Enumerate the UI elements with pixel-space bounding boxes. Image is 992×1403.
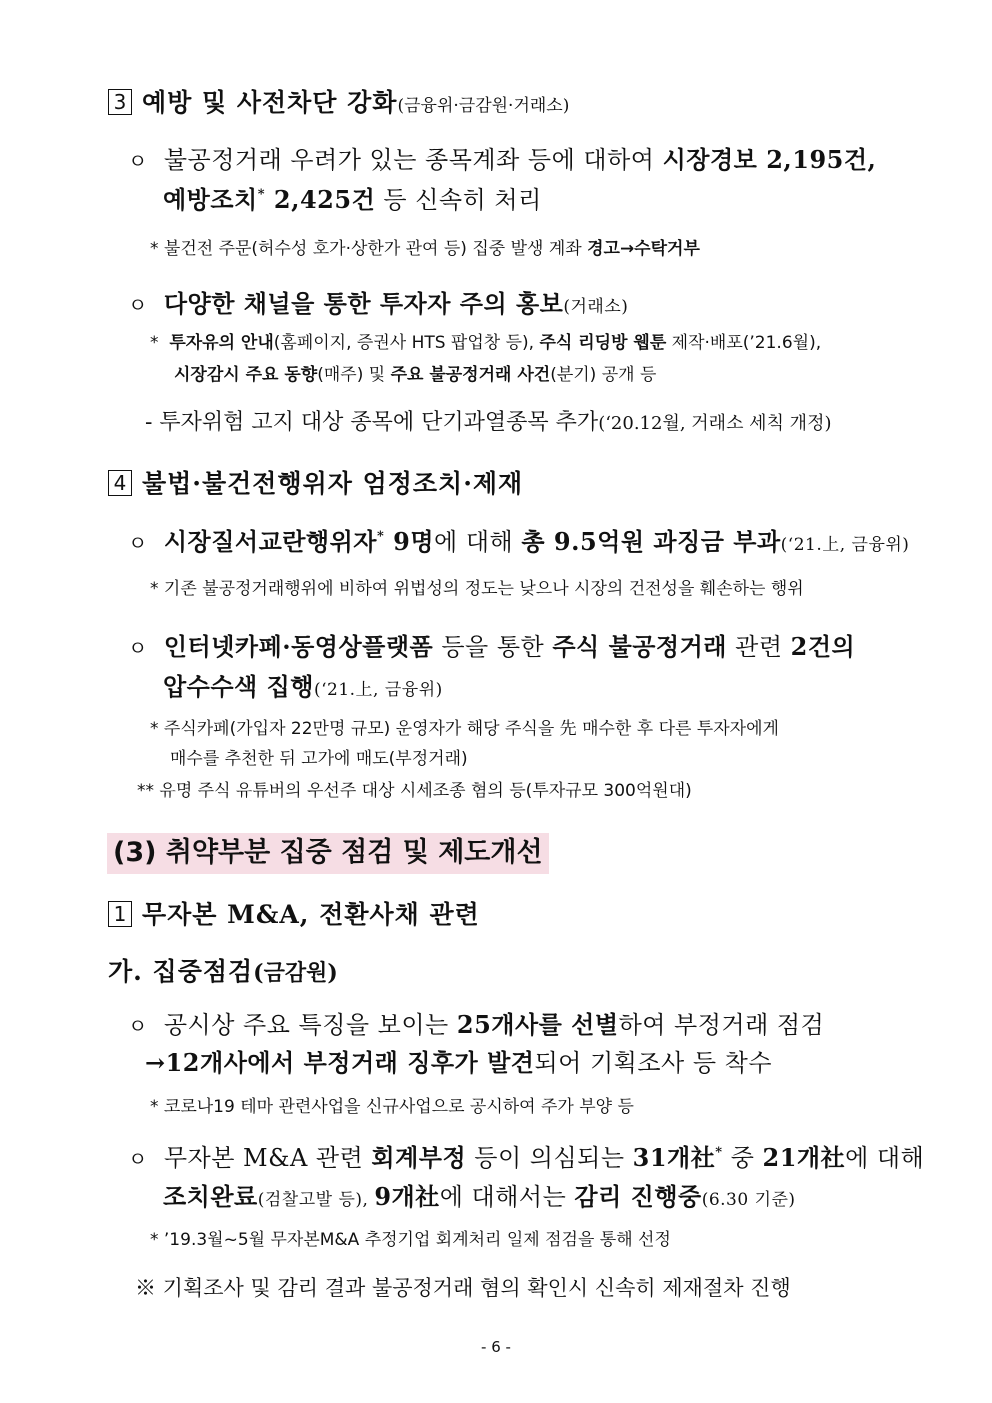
footnote-covid-theme: * 코로나19 테마 관련사업을 신규사업으로 공시하여 주가 부양 등 [150,1097,634,1117]
subheading-intensive-inspection: 가. 집중점검(금감원) [108,957,338,986]
part-3-heading [107,830,549,869]
bullet-penalty: ㅇ 시장질서교란행위자* 9명에 대해 총 9.5억원 과징금 부과(‘21.上, 금융위) [128,527,910,556]
section-number-box: 1 [108,901,132,927]
bullet-investor-alert: ㅇ 다양한 채널을 통한 투자자 주의 홍보(거래소) [128,289,629,318]
bullet-marker: ㅇ [128,636,148,660]
section-agencies: (금융위·금감원·거래소) [397,96,570,116]
dash-item-short-term-overheating: - 투자위험 고지 대상 종목에 단기과열종목 추가(‘20.12월, 거래소 세칙 개정) [145,410,832,435]
footnote-suspicious-orders: * 불건전 주문(허수성 호가·상한가 관여 등) 집중 발생 계좌 경고→수탁거부 [150,239,700,259]
section-title: 예방 및 사전차단 강화 [142,88,398,117]
bullet-accounting-fraud-cont: 조치완료(검찰고발 등), 9개社에 대해서는 감리 진행중(6.30 기준) [163,1182,796,1211]
section-title: 불법·불건전행위자 엄정조치·제재 [142,469,524,498]
section-3-heading [108,83,569,119]
footnote-market-disruption: * 기존 불공정거래행위에 비하여 위법성의 정도는 낮으나 시장의 건전성을 훼손하는 행위 [150,579,804,599]
bullet-25-companies-cont: →12개사에서 부정거래 징후가 발견되어 기획조사 등 착수 [145,1048,773,1077]
bullet-search-seizure: ㅇ 인터넷카페·동영상플랫폼 등을 통한 주식 불공정거래 관련 2건의 [128,632,856,661]
section-number-box: 3 [108,89,132,115]
bullet-marker: ㅇ [128,293,148,317]
footnote-youtuber: ** 유명 주식 유튜버의 우선주 대상 시세조종 혐의 등(투자규모 300억원대) [137,781,692,801]
bullet-marker: ㅇ [128,1014,148,1038]
section-title: 무자본 M&A, 전환사채 관련 [142,900,480,929]
page-number: - 6 - [481,1338,511,1356]
footnote-channels: * 투자유의 안내(홈페이지, 증권사 HTS 팝업창 등), 주식 리딩방 웹툰 제작·배포(’21.6월), [150,333,822,353]
reference-note: ※ 기획조사 및 감리 결과 불공정거래 혐의 확인시 신속히 제재절차 진행 [135,1276,791,1300]
bullet-accounting-fraud: ㅇ 무자본 M&A 관련 회계부정 등이 의심되는 31개社* 중 21개社에 대해 [128,1143,925,1172]
bullet-25-companies: ㅇ 공시상 주요 특징을 보이는 25개사를 선별하여 부정거래 점검 [128,1010,825,1039]
bullet-marker: ㅇ [128,1147,148,1171]
footnote-channels-cont: 시장감시 주요 동향(매주) 및 주요 불공정거래 사건(분기) 공개 등 [174,365,657,385]
subsection-1-heading [108,895,480,931]
bullet-market-warning: ㅇ 불공정거래 우려가 있는 종목계좌 등에 대하여 시장경보 2,195건, [128,145,877,174]
bullet-marker: ㅇ [128,149,148,173]
section-4-heading [108,464,523,500]
bullet-marker: ㅇ [128,531,148,555]
footnote-stock-cafe-cont: 매수를 추천한 뒤 고가에 매도(부정거래) [170,749,468,769]
bullet-market-warning-cont: 예방조치* 2,425건 등 신속히 처리 [163,185,542,214]
footnote-stock-cafe: * 주식카페(가입자 22만명 규모) 운영자가 해당 주식을 先 매수한 후 다른 투자자에게 [150,719,779,739]
section-number-box: 4 [108,470,132,496]
bullet-search-seizure-cont: 압수수색 집행(‘21.上, 금융위) [163,672,443,701]
footnote-selection: * ’19.3월~5월 무자본M&A 추정기업 회계처리 일제 점검을 통해 선정 [150,1230,671,1250]
part-title: (3) 취약부분 집중 점검 및 제도개선 [107,833,549,874]
